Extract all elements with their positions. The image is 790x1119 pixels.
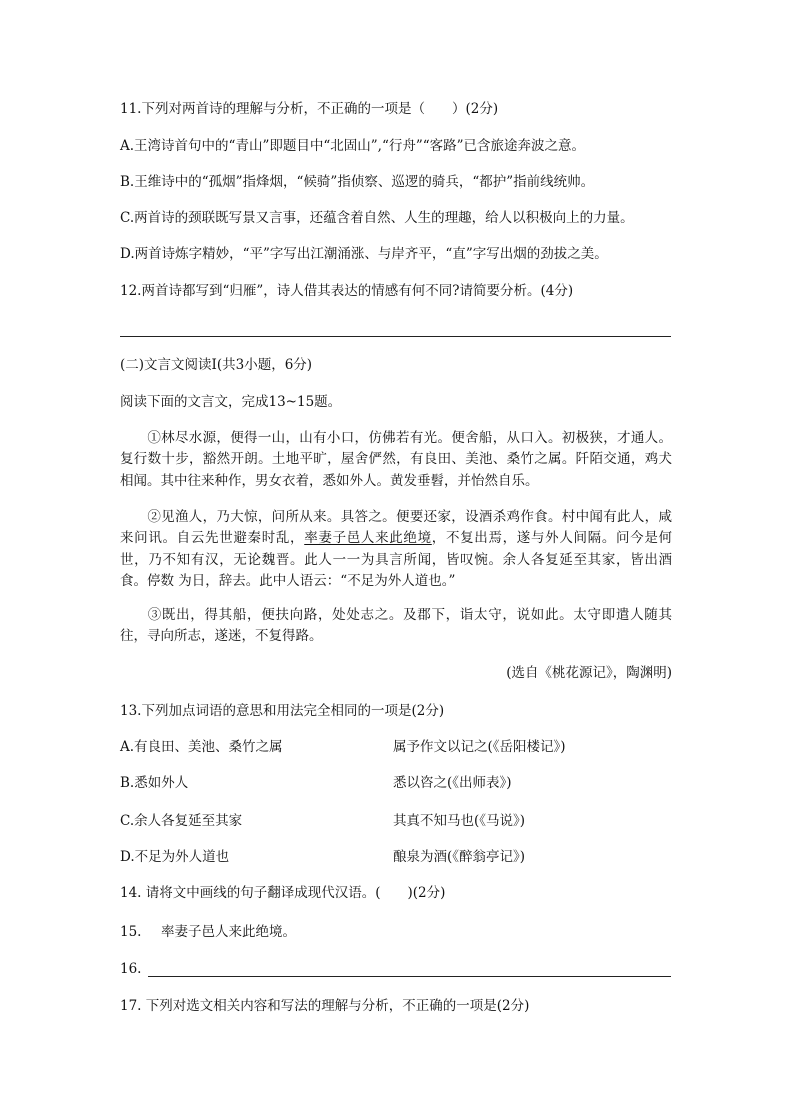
q13-stem: 13.下列加点词语的意思和用法完全相同的一项是(2分) — [120, 703, 445, 719]
q11-option-d: D.两首诗炼字精妙，“平”字写出江潮涌涨、与岸齐平，“直”字写出烟的劲拔之美。 — [120, 246, 608, 262]
passage-paragraph-1 — [120, 428, 672, 492]
passage-p3-text: ③既出，得其船，便扶向路，处处志之。及郡下，诣太守，说如此。太守即遣人随其往，寻向所志，遂迷，不复得路。 — [120, 607, 672, 645]
q13-option-a-right: 属予作文以记之(《岳阳楼记》) — [393, 739, 566, 755]
q13-option-d-left: D.不足为外人道也 — [120, 849, 230, 865]
passage-paragraph-3 — [120, 605, 672, 648]
answer-line-q12 — [120, 336, 671, 337]
section-title: (二)文言文阅读Ⅰ(共3小题，6分) — [120, 357, 313, 373]
q11-option-c: C.两首诗的颈联既写景又言事，还蕴含着自然、人生的理趣，给人以积极向上的力量。 — [120, 210, 634, 226]
q11-option-a: A.王湾诗首句中的“青山”即题目中“北固山”,“行舟”“客路”已含旅途奔波之意。 — [120, 138, 586, 154]
q11-stem: 11.下列对两首诗的理解与分析，不正确的一项是（ ）(2分) — [120, 101, 499, 117]
underlined-sentence: 率妻子邑人来此绝境 — [304, 530, 432, 547]
q12-stem: 12.两首诗都写到“归雁”，诗人借其表达的情感有何不同?请简要分析。(4分) — [120, 283, 574, 299]
section-instruction: 阅读下面的文言文，完成13~15题。 — [120, 394, 342, 410]
q13-option-c-left: C.余人各复延至其家 — [120, 813, 243, 829]
q14-stem: 14. 请将文中画线的句子翻译成现代汉语。( )(2分) — [120, 885, 446, 901]
q15-number: 15. — [120, 924, 142, 940]
q13-option-c-right: 其真不知马也(《马说》) — [393, 813, 526, 829]
q13-option-b-left: B.悉如外人 — [120, 775, 189, 791]
q16-number: 16. — [120, 961, 142, 977]
passage-paragraph-2 — [120, 507, 672, 592]
q13-option-d-right: 酿泉为酒(《醉翁亭记》) — [393, 849, 526, 865]
q17-stem: 17. 下列对选文相关内容和写法的理解与分析，不正确的一项是(2分) — [120, 998, 530, 1014]
passage-p2-after: ，不复出焉，遂与外人间隔。问今是何世，乃不知有汉，无论魏晋。此人一一为具言所闻，皆叹惋。余人各复延至其家，皆出酒食。停数 为日，辞去。此中人语云：“不足为外人道也。” — [120, 530, 673, 589]
q13-option-a-left: A.有良田、美池、桑竹之属 — [120, 739, 283, 755]
passage-p1-text: ①林尽水源，便得一山，山有小口，仿佛若有光。便舍船，从口入。初极狭，才通人。复行数十步，豁然开朗。土地平旷，屋舍俨然，有良田、美池、桑竹之属。阡陌交通，鸡犬相闻。其中往来种作，男女衣着，悉如外人。黄发垂髫，并怡然自乐。 — [120, 430, 672, 489]
answer-line-q16 — [148, 976, 671, 977]
q15-text: 率妻子邑人来此绝境。 — [161, 924, 296, 940]
passage-p2-before: ②见渔人，乃大惊，问所从来。具答之。便要还家，设酒杀鸡作食。村中闻有此人，咸来问讯。自云先世避秦时乱， — [120, 509, 672, 547]
q11-option-b: B.王维诗中的“孤烟”指烽烟，“候骑”指侦察、巡逻的骑兵，“都护”指前线统帅。 — [120, 174, 595, 190]
q13-option-b-right: 悉以咨之(《出师表》) — [393, 775, 512, 791]
passage-source: (选自《桃花源记》，陶渊明) — [506, 665, 672, 681]
